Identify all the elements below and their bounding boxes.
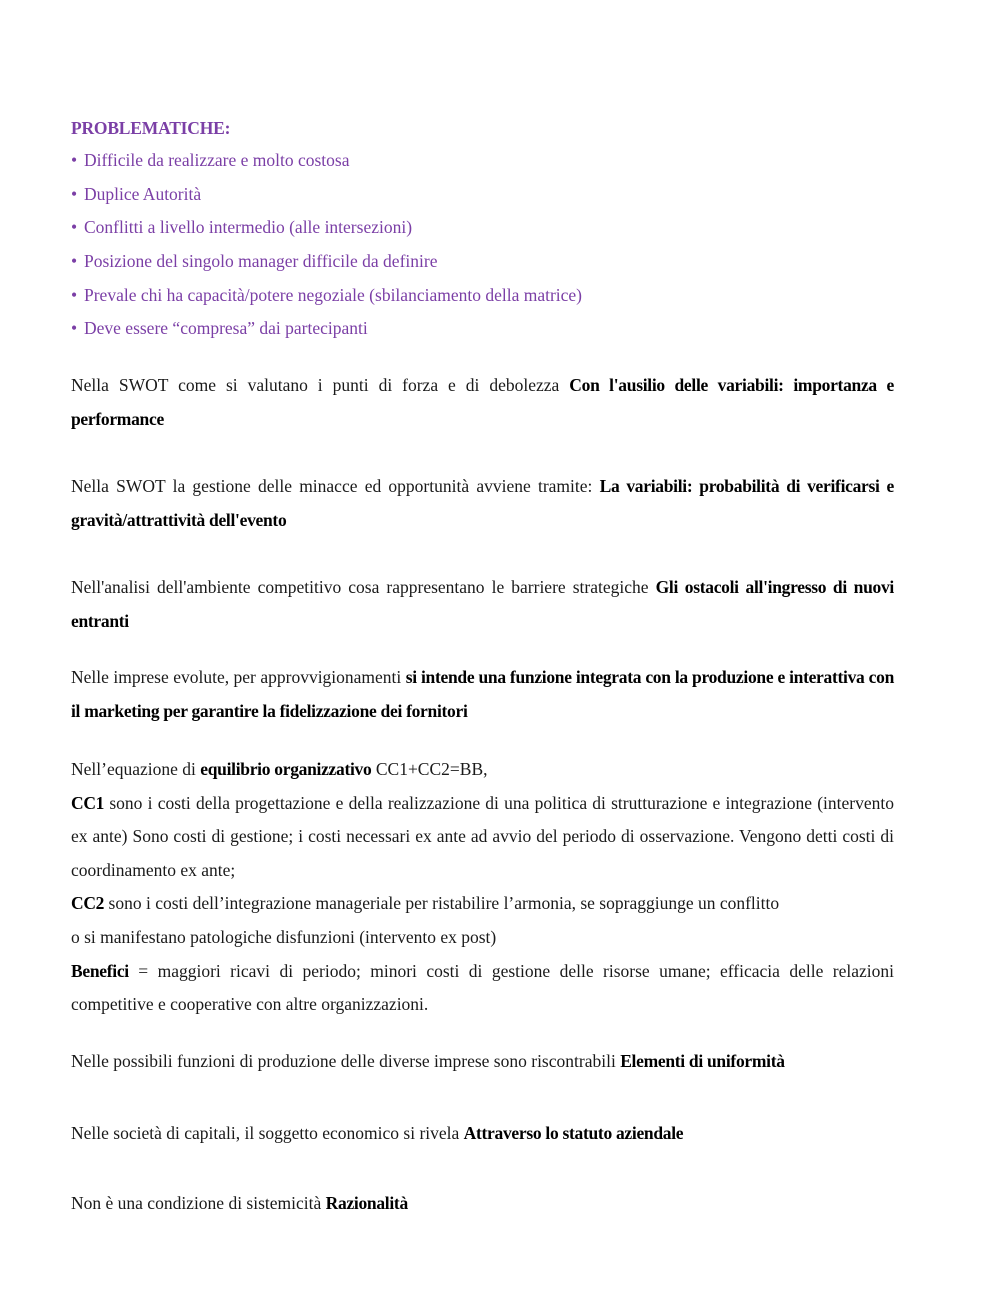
answer-text: Gli ostacoli all'ingresso di nuovi entranti [71,577,894,631]
list-item: • Duplice Autorità [71,178,582,212]
equilibrium-intro: Nell’equazione di equilibrio organizzativo CC1+CC2=BB, [71,759,488,779]
problems-list [71,144,582,346]
bullet-icon: • [71,318,78,339]
qa-paragraph [71,369,894,437]
qa-paragraph [71,470,894,538]
list-item: • Deve essere “compresa” dai partecipanti [71,312,582,346]
bullet-icon: • [71,150,78,170]
cc2-definition-continued: o si manifestano patologiche disfunzioni (intervento ex post) [71,926,497,947]
list-item: • Posizione del singolo manager difficile da definire [71,245,582,279]
benefits-definition: Benefici = maggiori ricavi di periodo; minori costi di gestione delle risorse umane; efficacia delle relazioni competitive e cooperative con altre organizzazioni. [71,960,894,1015]
answer-text: si intende una funzione integrata con la produzione e interattiva con il marketing per garantire la fidelizzazione dei fornitori [71,667,895,721]
qa-paragraph [71,1187,894,1221]
answer-text: La variabili: probabilità di verificarsi e gravità/attrattività dell'evento [71,476,894,530]
bullet-icon: • [71,251,78,272]
equilibrium-section [71,753,894,1022]
bullet-icon: • [71,183,78,204]
qa-paragraph [71,571,894,639]
question-text: Nella SWOT la gestione delle minacce ed opportunità avviene tramite: [71,476,600,496]
qa-paragraph [71,661,894,729]
question-text: Nella SWOT come si valutano i punti di forza e di debolezza [71,375,570,395]
question-text: Nelle imprese evolute, per approvvigionamenti [71,667,406,687]
bullet-icon: • [71,217,78,238]
answer-text: Elementi di uniformità [620,1051,785,1071]
list-item: • Conflitti a livello intermedio (alle intersezioni) [71,211,582,245]
cc1-definition: CC1 sono i costi della progettazione e della realizzazione di una politica di strutturazione e integrazione (intervento ex ante) Sono costi di gestione; i costi necessari ex ante ad avvio del periodo di osservazione. Vengono detti costi di coordinamento ex ante; [71,792,894,880]
bullet-icon: • [71,284,78,305]
qa-paragraph [71,1117,894,1151]
answer-text: Attraverso lo statuto aziendale [463,1123,684,1143]
question-text: Non è una condizione di sistemicità [71,1193,326,1213]
answer-text: Razionalità [325,1193,408,1213]
answer-text: Con l'ausilio delle variabili: importanza e performance [71,375,894,429]
question-text: Nelle possibili funzioni di produzione delle diverse imprese sono riscontrabili [71,1051,621,1071]
question-text: Nell'analisi dell'ambiente competitivo cosa rappresentano le barriere strategiche [71,577,656,597]
problems-heading: PROBLEMATICHE: [71,118,231,138]
question-text: Nelle società di capitali, il soggetto economico si rivela [71,1123,464,1143]
qa-paragraph [71,1045,894,1079]
cc2-definition: CC2 sono i costi dell’integrazione manageriale per ristabilire l’armonia, se sopraggiunge un conflitto [71,893,780,914]
list-item: • Prevale chi ha capacità/potere negoziale (sbilanciamento della matrice) [71,279,582,313]
list-item: • Difficile da realizzare e molto costosa [71,144,582,178]
